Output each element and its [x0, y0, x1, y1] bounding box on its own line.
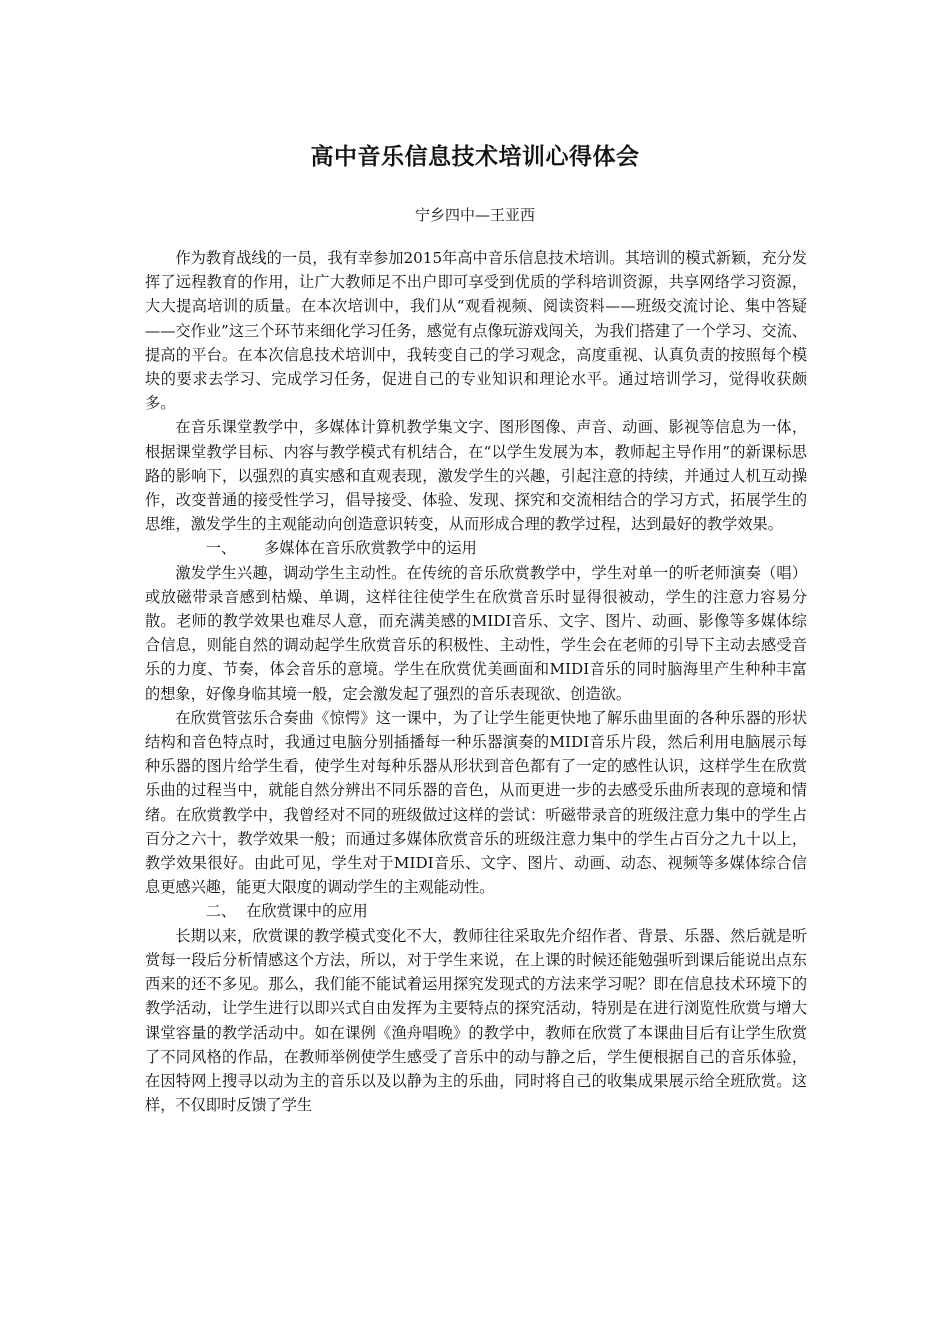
- section-heading-text: 多媒体在音乐欣赏教学中的运用: [264, 539, 477, 558]
- section-heading-1: [145, 536, 807, 560]
- section-heading-2: [145, 899, 807, 923]
- paragraph: 在音乐课堂教学中，多媒体计算机教学集文字、图形图像、声音、动画、影视等信息为一体，根据课堂教学目标、内容与教学模式有机结合，在“以学生发展为本，教师起主导作用”的新课标思路的影响下，以强烈的真实感和直观表现，激发学生的兴趣，引起注意的持续，并通过人机互动操作，改变普通的接受性学习，倡导接受、体验、发现、探究和交流相结合的学习方式，拓展学生的思维，激发学生的主观能动向创造意识转变，从而形成合理的教学过程，达到最好的教学效果。: [145, 418, 807, 534]
- section-heading-text: 在欣赏课中的应用: [246, 902, 368, 921]
- paragraph: 在欣赏管弦乐合奏曲《惊愕》这一课中，为了让学生能更快地了解乐曲里面的各种乐器的形状结构和音色特点时，我通过电脑分别插播每一种乐器演奏的MIDI音乐片段，然后利用电脑展示每种乐器的图片给学生看，使学生对每种乐器从形状到音色都有了一定的感性认识，这样学生在欣赏乐曲的过程当中，就能自然分辨出不同乐器的音色，从而更进一步的去感受乐曲所表现的意境和情绪。在欣赏教学中，我曾经对不同的班级做过这样的尝试：听磁带录音的班级注意力集中的学生占百分之六十，教学效果一般；而通过多媒体欣赏音乐的班级注意力集中的学生占百分之九十以上，教学效果很好。由此可见，学生对于MIDI音乐、文字、图片、动画、动态、视频等多媒体综合信息更感兴趣，能更大限度的调动学生的主观能动性。: [145, 708, 807, 897]
- section-number: 二、: [205, 902, 237, 921]
- paragraph: 激发学生兴趣，调动学生主动性。在传统的音乐欣赏教学中，学生对单一的听老师演奏（唱）或放磁带录音感到枯燥、单调，这样往往使学生在欣赏音乐时显得很被动，学生的注意力容易分散。老师的教学效果也难尽人意，而充满美感的MIDI音乐、文字、图片、动画、影像等多媒体综合信息，则能自然的调动起学生欣赏音乐的积极性、主动性，学生会在老师的引导下主动去感受音乐的力度、节奏，体会音乐的意境。学生在欣赏优美画面和MIDI音乐的同时脑海里产生种种丰富的想象，好像身临其境一般，定会激发起了强烈的音乐表现欲、创造欲。: [145, 563, 807, 703]
- paragraph: 长期以来，欣赏课的教学模式变化不大，教师往往采取先介绍作者、背景、乐器、然后就是听赏每一段后分析情感这个方法，所以，对于学生来说，在上课的时候还能勉强听到课后能说出点东西来的还不多见。那么，我们能不能试着运用探究发现式的方法来学习呢？即在信息技术环境下的教学活动，让学生进行以即兴式自由发挥为主要特点的探究活动，特别是在进行浏览性欣赏与增大课堂容量的教学活动中。如在课例《渔舟唱晚》的教学中，教师在欣赏了本课曲目后有让学生欣赏了不同风格的作品，在教师举例使学生感受了音乐中的动与静之后，学生便根据自己的音乐体验，在因特网上搜寻以动为主的音乐以及以静为主的乐曲，同时将自己的收集成果展示给全班欣赏。这样，不仅即时反馈了学生: [145, 926, 807, 1115]
- section-number: 一、: [205, 539, 237, 558]
- paragraph: 作为教育战线的一员，我有幸参加2015年高中音乐信息技术培训。其培训的模式新颖，充分发挥了远程教育的作用，让广大教师足不出户即可享受到优质的学科培训资源，共享网络学习资源，大大提高培训的质量。在本次培训中，我们从“观看视频、阅读资料——班级交流讨论、集中答疑——交作业”这三个环节来细化学习任务，感觉有点像玩游戏闯关，为我们搭建了一个学习、交流、提高的平台。在本次信息技术培训中，我转变自己的学习观念，高度重视、认真负责的按照每个模块的要求去学习、完成学习任务，促进自己的专业知识和理论水平。通过培训学习，觉得收获颇多。: [145, 249, 807, 413]
- document-title: 高中音乐信息技术培训心得体会: [310, 143, 640, 170]
- document-body: [145, 246, 807, 1117]
- document-author: 宁乡四中—王亚西: [414, 206, 535, 224]
